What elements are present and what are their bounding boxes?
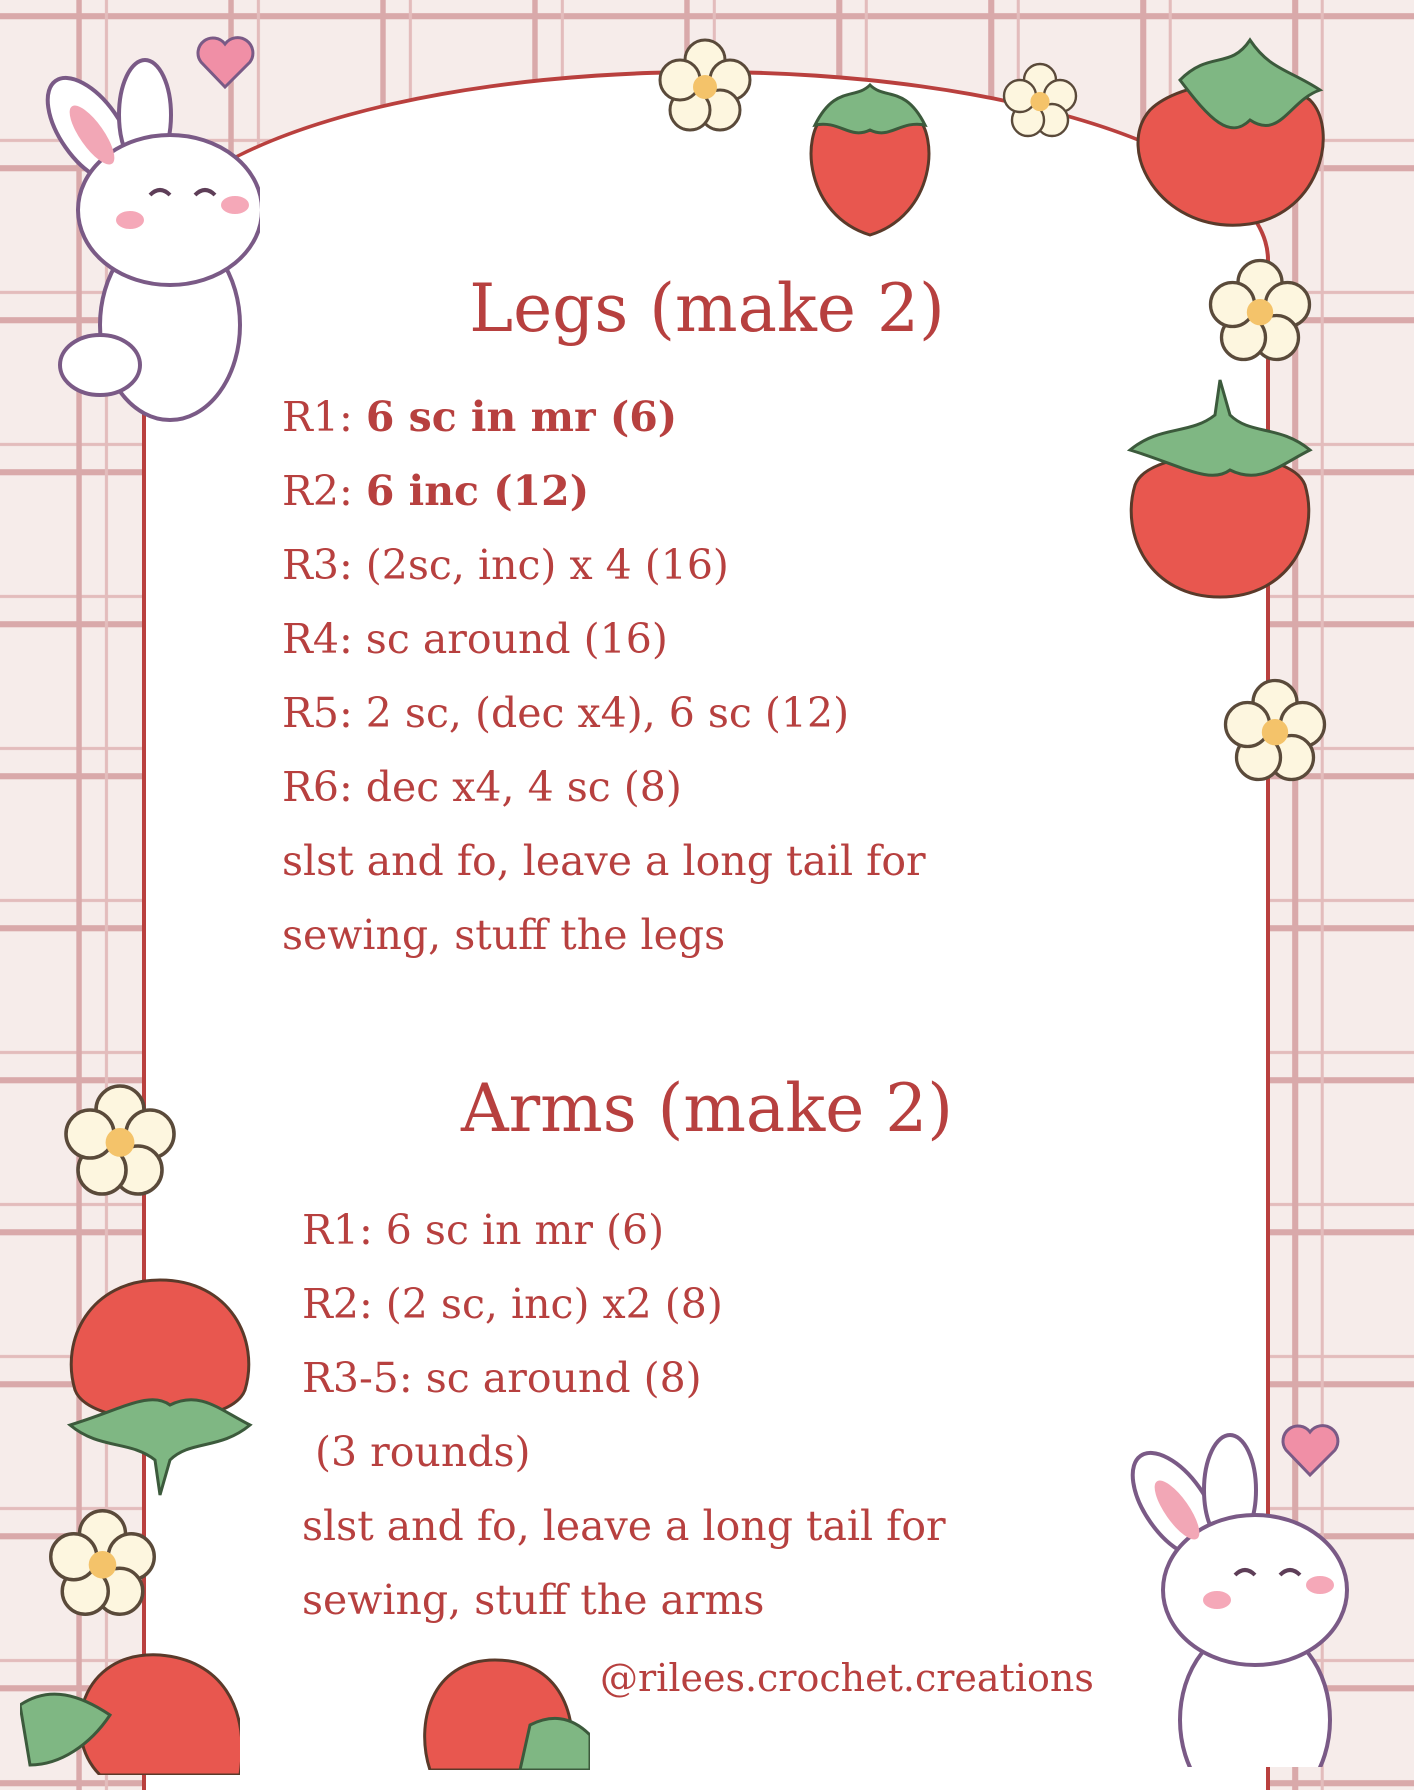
list-item: R3: (2sc, inc) x 4 (16) (282, 541, 729, 589)
list-item: sewing, stuff the legs (282, 911, 726, 959)
flower-icon (1000, 60, 1080, 140)
author-handle: @rilees.crochet.creations (600, 1656, 1094, 1700)
list-item: slst and fo, leave a long tail for (282, 837, 926, 885)
list-item: R6: dec x4, 4 sc (8) (282, 763, 682, 811)
flower-icon (1220, 675, 1330, 785)
list-item: (3 rounds) (302, 1428, 531, 1476)
strawberry-icon (1120, 375, 1320, 605)
round-instruction: 6 sc in mr (6) (365, 393, 678, 441)
flower-icon (45, 1505, 160, 1620)
bunny-icon (20, 35, 260, 435)
flower-icon (655, 35, 755, 135)
legs-title: Legs (make 2) (469, 270, 945, 347)
round-label: R2: (282, 467, 366, 515)
strawberry-icon (1120, 30, 1340, 230)
list-item: R5: 2 sc, (dec x4), 6 sc (12) (282, 689, 850, 737)
arms-instructions (302, 1193, 946, 1637)
heart-icon (1278, 1420, 1343, 1480)
strawberry-icon (785, 45, 955, 245)
list-item: slst and fo, leave a long tail for (302, 1502, 946, 1550)
heart-icon (193, 32, 258, 92)
strawberry-icon (60, 1270, 260, 1500)
list-item (282, 454, 926, 528)
strawberry-icon (20, 1645, 240, 1775)
list-item: sewing, stuff the arms (302, 1576, 765, 1624)
round-label: R1: (282, 393, 366, 441)
list-item: R1: 6 sc in mr (6) (302, 1206, 665, 1254)
arms-title: Arms (make 2) (460, 1070, 954, 1147)
list-item: R2: (2 sc, inc) x2 (8) (302, 1280, 723, 1328)
round-instruction: 6 inc (12) (365, 467, 590, 515)
list-item: R4: sc around (16) (282, 615, 668, 663)
legs-instructions (282, 380, 926, 972)
strawberry-icon (410, 1655, 590, 1770)
list-item (282, 380, 926, 454)
list-item: R3-5: sc around (8) (302, 1354, 702, 1402)
